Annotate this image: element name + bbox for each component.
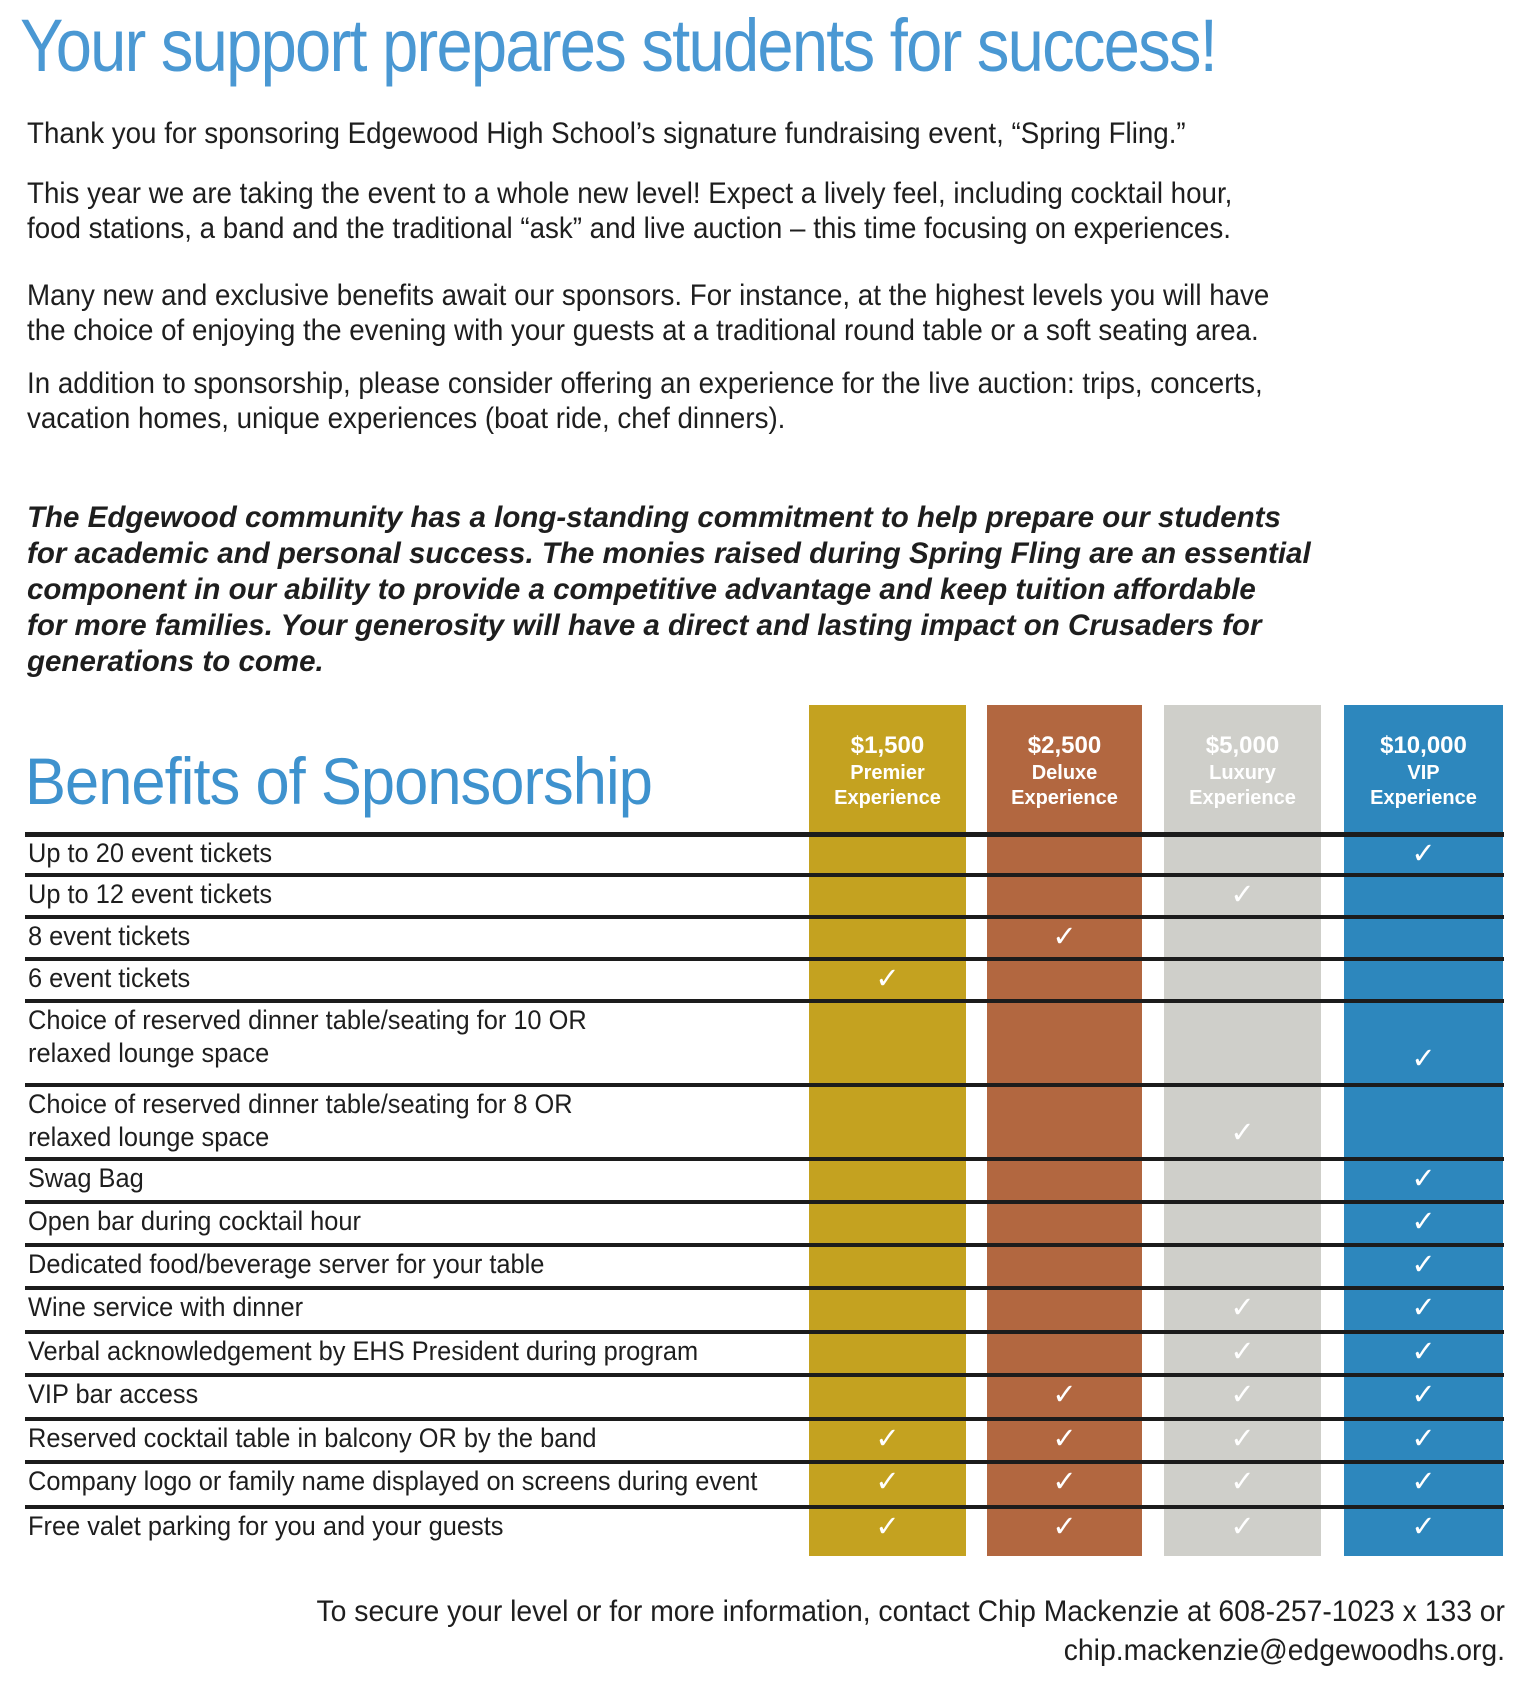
tier-name-line2: Experience: [1189, 787, 1296, 809]
tier-header: [987, 705, 1142, 811]
paragraph-line: the choice of enjoying the evening with your guests at a traditional round table or a soft seating area.: [27, 314, 1259, 347]
check-icon: ✓: [1052, 1423, 1077, 1455]
row-divider: [25, 999, 1504, 1003]
benefit-label: [28, 1088, 573, 1154]
benefits-table: [0, 655, 1517, 1586]
tier-price: $5,000: [1205, 732, 1280, 759]
paragraph-line: food stations, a band and the traditional “ask” and live auction – this time focusing on experiences.: [27, 212, 1231, 245]
check-icon: ✓: [1230, 1466, 1255, 1498]
benefit-label-line: VIP bar access: [28, 1379, 199, 1409]
mission-statement: [27, 500, 1311, 680]
benefit-label: [28, 1162, 144, 1195]
benefit-label: [28, 920, 190, 953]
benefit-label-line: relaxed lounge space: [28, 1122, 270, 1152]
benefit-label-line: Verbal acknowledgement by EHS President during program: [28, 1336, 699, 1366]
benefit-label-line: Free valet parking for you and your guests: [28, 1511, 504, 1541]
tier-name: VIP: [1407, 762, 1440, 784]
intro-paragraph: [27, 278, 1428, 348]
check-icon: ✓: [1411, 1466, 1436, 1498]
row-divider: [25, 1417, 1504, 1421]
mission-line: for more families. Your generosity will have a direct and lasting impact on Crusaders for: [27, 609, 1262, 642]
benefit-label: [28, 1248, 544, 1281]
tier-name-line2: Experience: [1370, 787, 1477, 809]
tier-header: [1344, 705, 1503, 811]
row-divider: [25, 1460, 1504, 1464]
benefit-label-line: Reserved cocktail table in balcony OR by the band: [28, 1423, 597, 1453]
benefit-label-line: Swag Bag: [28, 1163, 144, 1193]
benefit-label: [28, 1335, 698, 1368]
row-divider: [25, 1505, 1504, 1509]
check-icon: ✓: [1052, 1511, 1077, 1543]
benefit-label-line: relaxed lounge space: [28, 1038, 270, 1068]
check-icon: ✓: [1230, 1117, 1255, 1149]
row-divider: [25, 1200, 1504, 1204]
tier-price: $1,500: [850, 732, 925, 759]
check-icon: ✓: [1411, 1511, 1436, 1543]
tier-name: Premier: [850, 762, 925, 784]
benefit-label-line: 6 event tickets: [28, 963, 191, 993]
paragraph-line: vacation homes, unique experiences (boat ride, chef dinners).: [27, 402, 786, 435]
check-icon: ✓: [875, 1423, 900, 1455]
check-icon: ✓: [1052, 1466, 1077, 1498]
row-divider: [25, 957, 1504, 961]
mission-line: component in our ability to provide a competitive advantage and keep tuition affordable: [27, 573, 1256, 606]
check-icon: ✓: [1411, 1163, 1436, 1195]
benefit-label: [28, 837, 272, 870]
check-icon: ✓: [1411, 1336, 1436, 1368]
benefit-label-line: Up to 12 event tickets: [28, 879, 273, 909]
benefit-label-line: Up to 20 event tickets: [28, 838, 273, 868]
benefit-label-line: Company logo or family name displayed on screens during event: [28, 1466, 758, 1496]
check-icon: ✓: [1230, 1292, 1255, 1324]
tier-price: $10,000: [1380, 732, 1467, 759]
benefit-label: [28, 878, 272, 911]
check-icon: ✓: [1230, 1511, 1255, 1543]
check-icon: ✓: [1411, 1249, 1436, 1281]
benefit-label: [28, 962, 190, 995]
paragraph-line: Thank you for sponsoring Edgewood High School’s signature fundraising event, “Spring Fling.”: [27, 117, 1186, 150]
mission-line: generations to come.: [27, 645, 324, 678]
check-icon: ✓: [1230, 1379, 1255, 1411]
check-icon: ✓: [1230, 879, 1255, 911]
row-divider: [25, 873, 1504, 877]
row-divider: [25, 1243, 1504, 1247]
check-icon: ✓: [875, 1466, 900, 1498]
paragraph-line: Many new and exclusive benefits await our sponsors. For instance, at the highest levels you will have: [27, 279, 1270, 312]
check-icon: ✓: [1052, 1379, 1077, 1411]
check-icon: ✓: [1411, 1206, 1436, 1238]
check-icon: ✓: [1411, 1379, 1436, 1411]
benefit-label: [28, 1291, 303, 1324]
check-icon: ✓: [1411, 1423, 1436, 1455]
check-icon: ✓: [1052, 921, 1077, 953]
benefit-label-line: Open bar during cocktail hour: [28, 1206, 361, 1236]
tier-name-line2: Experience: [1011, 787, 1118, 809]
tier-header: [1164, 705, 1321, 811]
tier-price: $2,500: [1027, 732, 1102, 759]
tier-name: Luxury: [1209, 762, 1276, 784]
row-divider: [25, 1373, 1504, 1377]
intro-paragraph: [27, 176, 1428, 246]
check-icon: ✓: [875, 1511, 900, 1543]
benefit-label: [28, 1465, 757, 1498]
contact-line: chip.mackenzie@edgewoodhs.org.: [1063, 1634, 1505, 1667]
benefit-label-line: Dedicated food/beverage server for your table: [28, 1249, 545, 1279]
mission-line: for academic and personal success. The monies raised during Spring Fling are an essential: [27, 537, 1311, 570]
row-divider: [25, 1157, 1504, 1161]
benefit-label: [28, 1205, 361, 1238]
paragraph-line: In addition to sponsorship, please consider offering an experience for the live auction: trips, concerts,: [27, 367, 1263, 400]
benefit-label: [28, 1422, 597, 1455]
contact-info: [86, 1592, 1505, 1670]
benefit-label-line: 8 event tickets: [28, 921, 191, 951]
check-icon: ✓: [1230, 1336, 1255, 1368]
benefit-label-line: Choice of reserved dinner table/seating for 10 OR: [28, 1005, 587, 1035]
tier-name-line2: Experience: [834, 787, 941, 809]
tier-header: [809, 705, 966, 811]
tier-name: Deluxe: [1031, 762, 1098, 784]
page-title: Your support prepares students for success!: [20, 4, 1217, 87]
check-icon: ✓: [1411, 1292, 1436, 1324]
contact-line: To secure your level or for more information, contact Chip Mackenzie at 608-257-1023 x 133 or: [316, 1595, 1505, 1628]
row-divider: [25, 1083, 1504, 1087]
intro-paragraph: [27, 366, 1428, 436]
benefit-label-line: Wine service with dinner: [28, 1292, 304, 1322]
check-icon: ✓: [1411, 838, 1436, 870]
check-icon: ✓: [875, 963, 900, 995]
mission-line: The Edgewood community has a long-standing commitment to help prepare our students: [27, 501, 1281, 534]
benefit-label: [28, 1378, 198, 1411]
intro-paragraph: [27, 116, 1428, 151]
benefit-label: [28, 1004, 587, 1070]
benefit-label-line: Choice of reserved dinner table/seating for 8 OR: [28, 1089, 573, 1119]
row-divider: [25, 1286, 1504, 1290]
benefit-label: [28, 1510, 503, 1543]
check-icon: ✓: [1411, 1043, 1436, 1075]
check-icon: ✓: [1230, 1423, 1255, 1455]
benefits-heading: Benefits of Sponsorship: [25, 744, 652, 818]
paragraph-line: This year we are taking the event to a whole new level! Expect a lively feel, including cocktail hour,: [27, 177, 1233, 210]
row-divider: [25, 915, 1504, 919]
row-divider: [25, 1330, 1504, 1334]
